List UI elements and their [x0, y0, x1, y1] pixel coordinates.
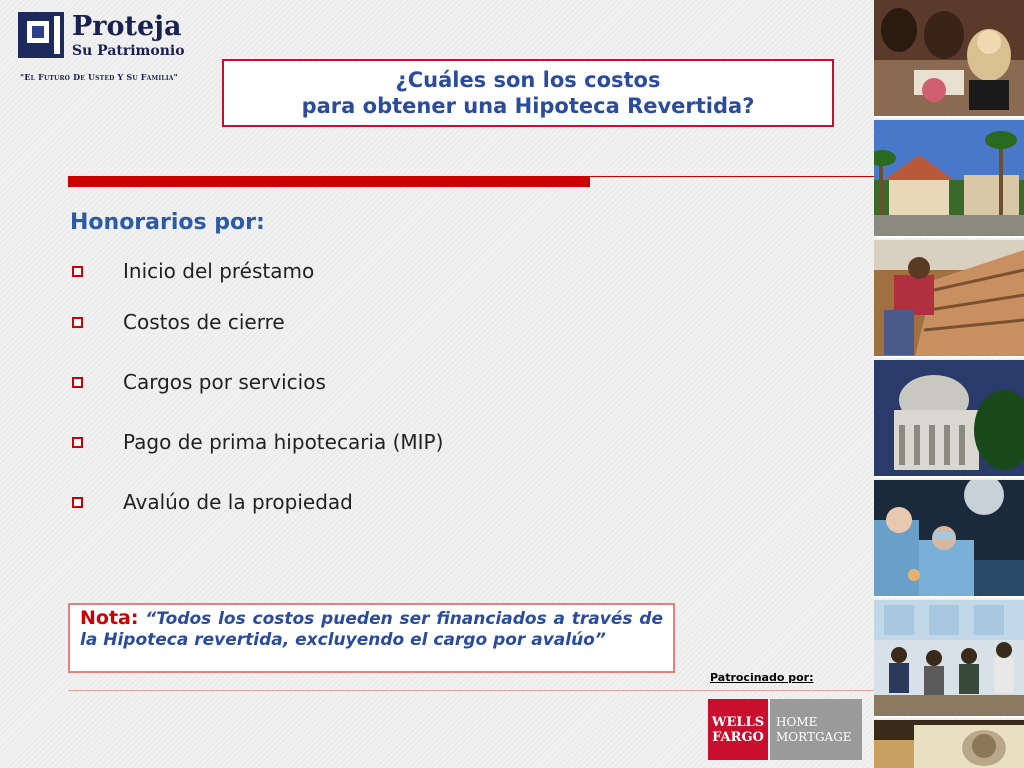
home-mortgage-label [770, 699, 862, 760]
bullet-item [72, 258, 315, 284]
red-divider-bar [68, 176, 590, 187]
bullet-text: Cargos por servicios [123, 370, 326, 394]
square-bullet-icon [72, 266, 83, 277]
title-line-2: para obtener una Hipoteca Revertida? [301, 94, 755, 118]
logo-slogan: "El Futuro De Usted Y Su Familia" [20, 72, 179, 82]
square-bullet-icon [72, 377, 83, 388]
thin-divider-line [590, 176, 874, 177]
logo-subtitle: Su Patrimonio [72, 43, 185, 59]
proteja-logo [18, 12, 198, 87]
wells-fargo-brand [708, 699, 768, 760]
bullet-item [72, 369, 326, 395]
logo-mark-icon [18, 12, 64, 58]
bullet-item [72, 309, 285, 335]
square-bullet-icon [72, 317, 83, 328]
photo-money [874, 720, 1024, 768]
sponsor-label: Patrocinado por: [710, 671, 814, 684]
note-text [80, 608, 663, 651]
bullet-item [72, 429, 444, 455]
section-heading: Honorarios por: [70, 210, 265, 235]
bullet-text: Costos de cierre [123, 310, 285, 334]
square-bullet-icon [72, 437, 83, 448]
photo-construction [874, 240, 1024, 358]
bullet-text: Pago de prima hipotecaria (MIP) [123, 430, 444, 454]
note-label: Nota: [80, 607, 139, 629]
photo-capitol [874, 360, 1024, 478]
product-line-1: HOME [776, 714, 818, 729]
title-box [222, 59, 834, 127]
title-line-1: ¿Cuáles son los costos [395, 68, 661, 92]
logo-name: Proteja [72, 11, 182, 42]
photo-meeting [874, 0, 1024, 118]
note-box [68, 603, 675, 673]
photo-classroom [874, 600, 1024, 718]
bullet-text: Avalúo de la propiedad [123, 490, 353, 514]
wells-fargo-logo [708, 699, 862, 760]
square-bullet-icon [72, 497, 83, 508]
brand-line-1: WELLS [711, 714, 765, 730]
photo-surgery [874, 480, 1024, 598]
bullet-text: Inicio del préstamo [123, 259, 315, 283]
brand-line-2: FARGO [712, 729, 764, 745]
bullet-item [72, 489, 353, 515]
bottom-divider-line [68, 690, 874, 691]
product-line-2: MORTGAGE [776, 729, 852, 744]
photo-strip [874, 0, 1024, 768]
photo-houses [874, 120, 1024, 238]
note-quote: “Todos los costos pueden ser financiados a través de la Hipoteca revertida, excluyendo el cargo por avalúo” [80, 609, 663, 650]
